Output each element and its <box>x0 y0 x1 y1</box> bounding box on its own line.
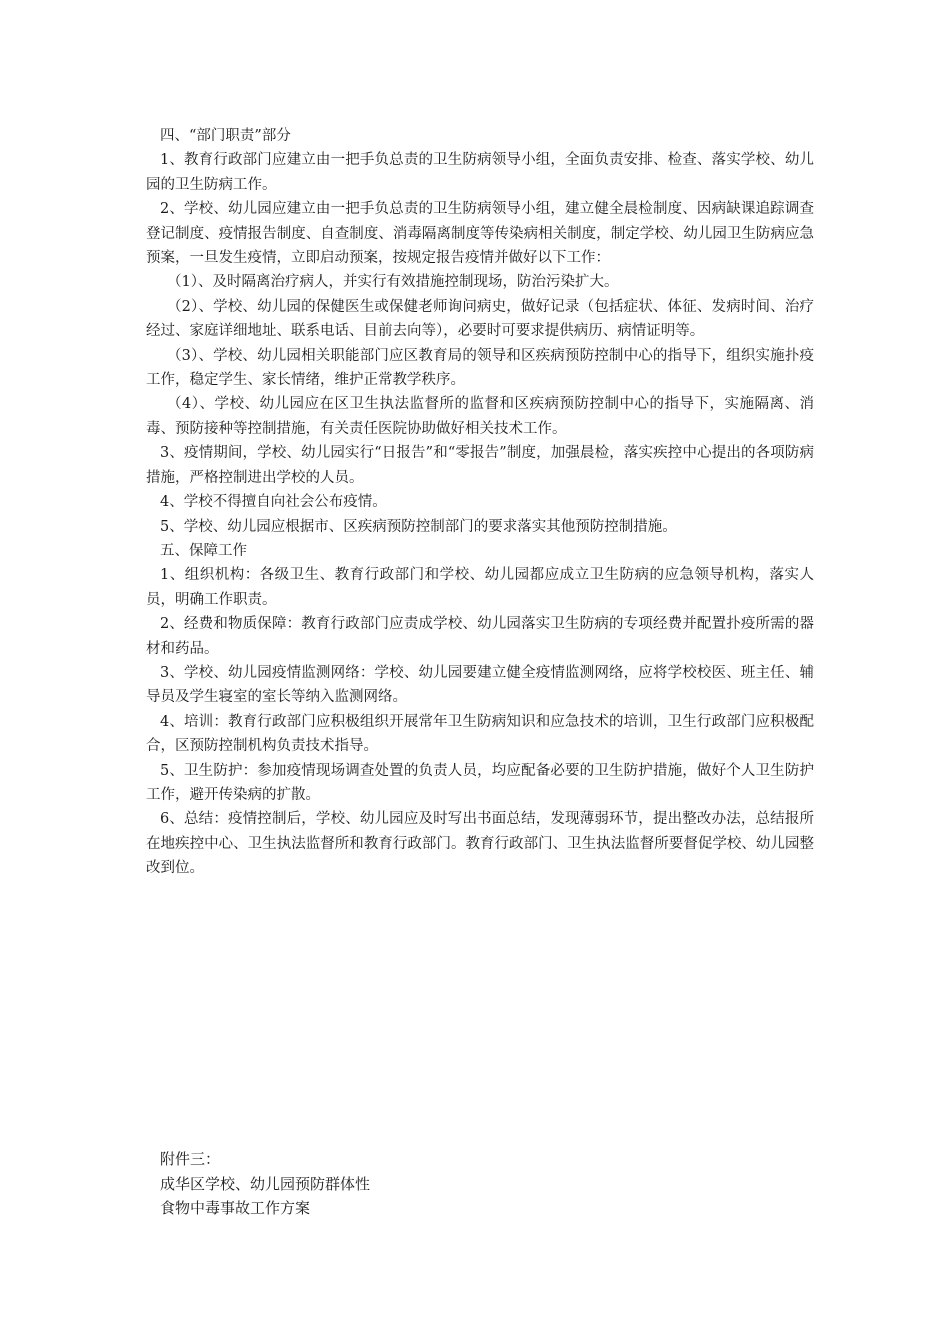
section-heading-duties: 四、“部门职责”部分 <box>160 128 291 144</box>
appendix-title-line-2: 食物中毒事故工作方案 <box>160 1199 311 1217</box>
appendix-label: 附件三： <box>160 1150 221 1168</box>
duty-item-3: 3、疫情期间，学校、幼儿园实行“日报告”和“零报告”制度，加强晨检，落实疾控中心提出的各项防病措施，严格控制进出学校的人员。 <box>146 445 814 486</box>
duty-subitem-3: （3）、学校、幼儿园相关职能部门应区教育局的领导和区疾病预防控制中心的指导下，组织实施扑疫工作，稳定学生、家长情绪，维护正常教学秩序。 <box>146 347 814 389</box>
support-item-5: 5、卫生防护：参加疫情现场调查处置的负责人员，均应配备必要的卫生防护措施，做好个人卫生防护工作，避开传染病的扩散。 <box>146 762 814 803</box>
duty-item-4: 4、学校不得擅自向社会公布疫情。 <box>160 494 387 511</box>
duty-subitem-1: （1）、及时隔离治疗病人，并实行有效措施控制现场，防治污染扩大。 <box>167 274 619 291</box>
support-item-3: 3、学校、幼儿园疫情监测网络：学校、幼儿园要建立健全疫情监测网络，应将学校校医、班主任、辅导员及学生寝室的室长等纳入监测网络。 <box>146 664 814 706</box>
support-item-4: 4、培训：教育行政部门应积极组织开展常年卫生防病知识和应急技术的培训，卫生行政部门应积极配合，区预防控制机构负责技术指导。 <box>146 713 814 755</box>
section-heading-support: 五、保障工作 <box>160 542 247 559</box>
document-body <box>146 124 814 881</box>
support-item-6: 6、总结：疫情控制后，学校、幼儿园应及时写出书面总结，发现薄弱环节，提出整改办法，总结报所在地疾控中心、卫生执法监督所和教育行政部门。教育行政部门、卫生执法监督所要督促学校、幼儿园整改到位。 <box>146 811 814 877</box>
support-item-2: 2、经费和物质保障：教育行政部门应责成学校、幼儿园落实卫生防病的专项经费并配置扑疫所需的器材和药品。 <box>146 616 814 657</box>
duty-item-2: 2、学校、幼儿园应建立由一把手负总责的卫生防病领导小组，建立健全晨检制度、因病缺课追踪调查登记制度、疫情报告制度、自查制度、消毒隔离制度等传染病相关制度，制定学校、幼儿园卫生防病应急预案，一旦发生疫情，立即启动预案，按规定报告疫情并做好以下工作： <box>146 201 814 267</box>
duty-item-5: 5、学校、幼儿园应根据市、区疾病预防控制部门的要求落实其他预防控制措施。 <box>160 518 677 535</box>
duty-subitem-4: （4）、学校、幼儿园应在区卫生执法监督所的监督和区疾病预防控制中心的指导下，实施隔离、消毒、预防接种等控制措施，有关责任医院协助做好相关技术工作。 <box>146 396 814 437</box>
duty-subitem-2: （2）、学校、幼儿园的保健医生或保健老师询问病史，做好记录（包括症状、体征、发病时间、治疗经过、家庭详细地址、联系电话、目前去向等），必要时可要求提供病历、病情证明等。 <box>146 298 814 340</box>
duty-item-1: 1、教育行政部门应建立由一把手负总责的卫生防病领导小组，全面负责安排、检查、落实学校、幼儿园的卫生防病工作。 <box>146 152 814 193</box>
support-item-1: 1、组织机构：各级卫生、教育行政部门和学校、幼儿园都应成立卫生防病的应急领导机构，落实人员，明确工作职责。 <box>146 567 814 608</box>
appendix-block <box>160 1147 560 1221</box>
appendix-title-line-1: 成华区学校、幼儿园预防群体性 <box>160 1174 371 1193</box>
